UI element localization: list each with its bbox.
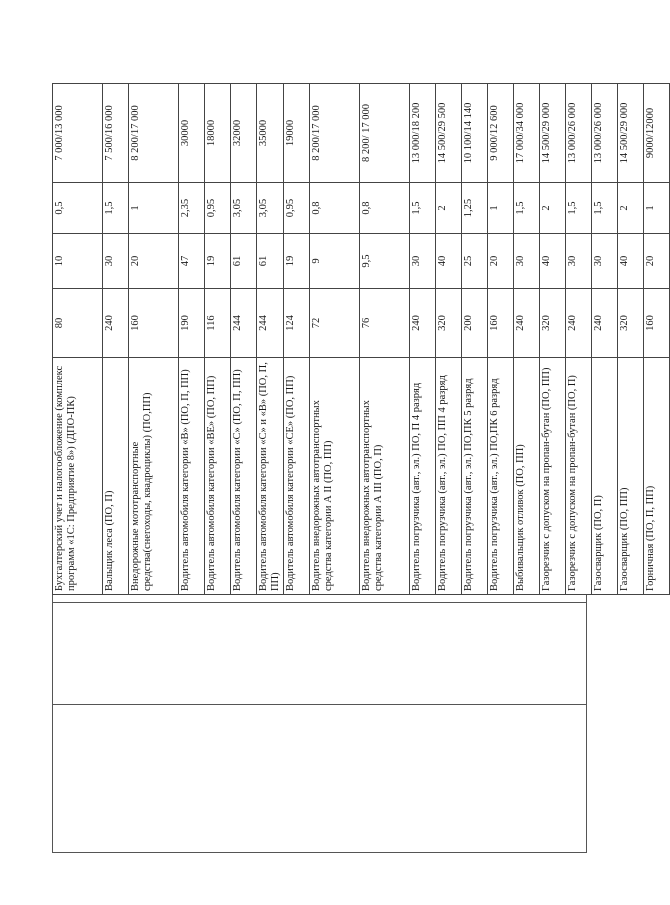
pricing-table [52,83,670,595]
hours-cell: 160 [488,289,514,358]
course-name-cell: Водитель погрузчика (авт., эл.) ПО, ПП 4 разряд [436,358,462,595]
course-name-cell: Водитель погрузчика (авт., эл.) ПО,ПК 5 разряд [462,358,488,595]
table-row [436,84,462,595]
price-cell: 8 200/17 000 [129,84,179,183]
hours-cell: 320 [618,289,644,358]
hours-cell: 244 [257,289,284,358]
months-cell: 1,25 [462,183,488,234]
days-cell: 20 [488,234,514,289]
days-cell: 20 [644,234,670,289]
days-cell: 40 [436,234,462,289]
course-name-cell: Водитель автомобиля категории «С» (ПО, П, ПП) [231,358,257,595]
days-cell: 30 [592,234,618,289]
hours-cell: 240 [103,289,129,358]
months-cell: 2 [618,183,644,234]
table-row [592,84,618,595]
days-cell: 20 [129,234,179,289]
table-row [566,84,592,595]
days-cell: 47 [179,234,205,289]
price-cell: 19000 [284,84,310,183]
days-cell: 40 [540,234,566,289]
days-cell: 30 [103,234,129,289]
months-cell: 0,95 [284,183,310,234]
table-row [488,84,514,595]
course-name-cell: Водитель автомобиля категории «ВЕ» (ПО, ПП) [205,358,231,595]
days-cell: 30 [566,234,592,289]
hours-cell: 190 [179,289,205,358]
months-cell: 1,5 [410,183,436,234]
hours-cell: 200 [462,289,488,358]
course-name-cell: Водитель погрузчика (авт., эл.) ПО,ПК 6 разряд [488,358,514,595]
table-row [129,84,179,595]
price-cell: 9 000/12 600 [488,84,514,183]
course-name-cell: Водитель автомобиля категории «В» (ПО, П, ПП) [179,358,205,595]
hours-cell: 244 [231,289,257,358]
table-row [179,84,205,595]
days-cell: 10 [53,234,103,289]
months-cell: 1 [488,183,514,234]
price-cell: 7 500/16 000 [103,84,129,183]
months-cell: 0,5 [53,183,103,234]
days-cell: 61 [231,234,257,289]
hours-cell: 124 [284,289,310,358]
price-cell: 13 000/18 200 [410,84,436,183]
table-row [618,84,644,595]
course-name-cell: Газорезчик с допуском на пропан-бутан (ПО, П) [566,358,592,595]
price-cell: 32000 [231,84,257,183]
months-cell: 3,05 [231,183,257,234]
table-left-top-rule [52,595,53,853]
course-name-cell: Газорезчик с допуском на пропан-бутан (ПО, ПП) [540,358,566,595]
price-cell: 14 500/29 500 [436,84,462,183]
months-cell: 0,95 [205,183,231,234]
table-row [103,84,129,595]
months-cell: 1,5 [566,183,592,234]
course-name-cell: Водитель автомобиля категории «СЕ» (ПО, ПП) [284,358,310,595]
course-name-cell: Выбивальщик отливок (ПО, ПП) [514,358,540,595]
price-cell: 10 100/14 140 [462,84,488,183]
days-cell: 30 [514,234,540,289]
hours-cell: 240 [410,289,436,358]
hours-cell: 76 [360,289,410,358]
course-name-cell: Водитель погрузчика (авт., эл.) ПО, П 4 разряд [410,358,436,595]
table-row [462,84,488,595]
months-cell: 1,5 [514,183,540,234]
hours-cell: 320 [436,289,462,358]
hours-cell: 240 [566,289,592,358]
months-cell: 2 [436,183,462,234]
price-cell: 13 000/26 000 [592,84,618,183]
months-cell: 1,5 [103,183,129,234]
course-name-cell: Водитель внедорожных автотранспортных средства категории А III (ПО, П) [360,358,410,595]
table-row [540,84,566,595]
table-row [205,84,231,595]
price-cell: 8 200/17 000 [310,84,360,183]
days-cell: 19 [284,234,310,289]
course-name-cell: Внедорожные мототранспортные средства(снегоходы, квадроциклы) (ПО,ПП) [129,358,179,595]
months-cell: 0,8 [310,183,360,234]
table-row [310,84,360,595]
table-row [644,84,670,595]
price-cell: 14 500/29 000 [618,84,644,183]
months-cell: 3,05 [257,183,284,234]
table-left-border [52,852,586,853]
hours-cell: 160 [644,289,670,358]
price-cell: 13 000/26 000 [566,84,592,183]
days-cell: 19 [205,234,231,289]
course-name-cell: Бухгалтерский учет и налогообложение (комплекс программ «1С: Предприятие 8») (ДПО-ПК) [53,358,103,595]
months-cell: 1 [644,183,670,234]
days-cell: 9 [310,234,360,289]
price-cell: 7 000/13 000 [53,84,103,183]
days-cell: 61 [257,234,284,289]
months-cell: 1 [129,183,179,234]
price-cell: 35000 [257,84,284,183]
months-cell: 0,8 [360,183,410,234]
hours-cell: 80 [53,289,103,358]
price-cell: 8 200/ 17 000 [360,84,410,183]
hours-cell: 240 [514,289,540,358]
course-name-cell: Водитель автомобиля категории «С» и «В» (ПО, П, ПП) [257,358,284,595]
days-cell: 30 [410,234,436,289]
table-row [514,84,540,595]
price-cell: 9000/12000 [644,84,670,183]
table-left-divider-2 [52,602,586,603]
months-cell: 2,35 [179,183,205,234]
months-cell: 2 [540,183,566,234]
course-name-cell: Горничная (ПО, П, ПП) [644,358,670,595]
days-cell: 25 [462,234,488,289]
hours-cell: 72 [310,289,360,358]
table-left-divider-1 [52,704,586,705]
table-row [257,84,284,595]
table-row [410,84,436,595]
table-row [284,84,310,595]
days-cell: 9,5 [360,234,410,289]
price-cell: 18000 [205,84,231,183]
course-name-cell: Водитель внедорожных автотранспортных средства категории А II (ПО, ПП) [310,358,360,595]
days-cell: 40 [618,234,644,289]
hours-cell: 160 [129,289,179,358]
hours-cell: 320 [540,289,566,358]
hours-cell: 116 [205,289,231,358]
table-row [231,84,257,595]
hours-cell: 240 [592,289,618,358]
course-name-cell: Газосварщик (ПО, П) [592,358,618,595]
months-cell: 1,5 [592,183,618,234]
price-cell: 14 500/29 000 [540,84,566,183]
table-row [53,84,103,595]
course-name-cell: Вальщик леса (ПО, П) [103,358,129,595]
price-cell: 30000 [179,84,205,183]
table-row [360,84,410,595]
price-cell: 17 000/34 000 [514,84,540,183]
table-left-bottom-rule [586,595,587,853]
course-name-cell: Газосварщик (ПО, ПП) [618,358,644,595]
